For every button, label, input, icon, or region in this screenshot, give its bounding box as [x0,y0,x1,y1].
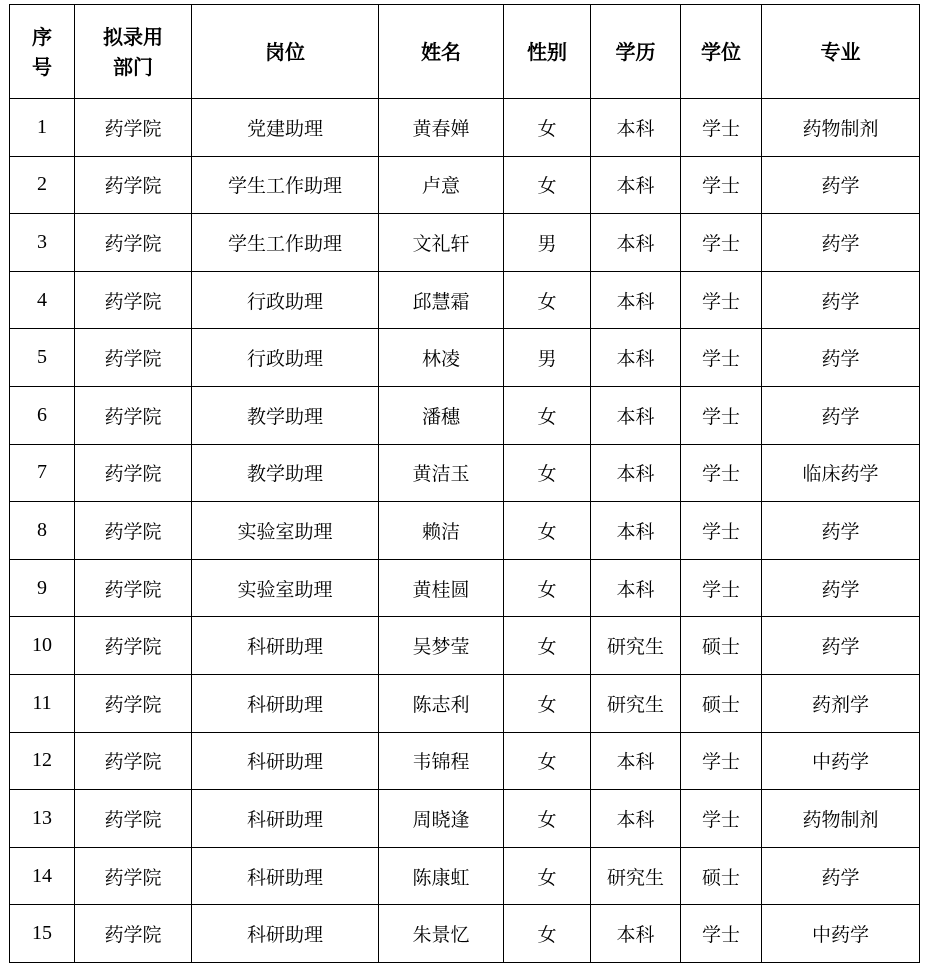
cell-degree: 硕士 [681,674,762,732]
cell-department: 药学院 [75,674,192,732]
cell-department: 药学院 [75,502,192,560]
cell-major: 药剂学 [762,674,920,732]
cell-education: 本科 [591,732,681,790]
cell-degree: 学士 [681,214,762,272]
cell-position: 科研助理 [192,847,379,905]
cell-name: 潘穗 [379,386,504,444]
table-row [10,674,920,732]
header-seq: 序 号 [10,5,75,99]
table-row [10,99,920,157]
table-row [10,905,920,963]
cell-seq: 6 [10,386,75,444]
table-row [10,790,920,848]
cell-department: 药学院 [75,559,192,617]
cell-department: 药学院 [75,271,192,329]
cell-department: 药学院 [75,329,192,387]
cell-degree: 学士 [681,156,762,214]
header-degree: 学位 [681,5,762,99]
cell-major: 药学 [762,502,920,560]
header-major: 专业 [762,5,920,99]
cell-major: 药物制剂 [762,790,920,848]
cell-major: 药学 [762,559,920,617]
cell-name: 黄春婵 [379,99,504,157]
cell-degree: 硕士 [681,617,762,675]
cell-gender: 女 [504,386,591,444]
table-row [10,847,920,905]
cell-position: 科研助理 [192,674,379,732]
cell-education: 本科 [591,559,681,617]
cell-department: 药学院 [75,156,192,214]
cell-education: 本科 [591,156,681,214]
header-education: 学历 [591,5,681,99]
table-row [10,444,920,502]
cell-seq: 15 [10,905,75,963]
cell-position: 教学助理 [192,386,379,444]
cell-department: 药学院 [75,617,192,675]
cell-education: 研究生 [591,847,681,905]
table-row [10,156,920,214]
cell-department: 药学院 [75,444,192,502]
cell-gender: 女 [504,905,591,963]
cell-seq: 8 [10,502,75,560]
header-position: 岗位 [192,5,379,99]
cell-position: 科研助理 [192,732,379,790]
cell-education: 研究生 [591,617,681,675]
table-row [10,271,920,329]
cell-major: 药学 [762,214,920,272]
cell-seq: 13 [10,790,75,848]
cell-seq: 11 [10,674,75,732]
cell-gender: 女 [504,790,591,848]
cell-degree: 学士 [681,271,762,329]
cell-education: 本科 [591,386,681,444]
cell-major: 中药学 [762,905,920,963]
cell-seq: 10 [10,617,75,675]
cell-position: 学生工作助理 [192,156,379,214]
cell-name: 林凌 [379,329,504,387]
cell-gender: 女 [504,156,591,214]
cell-name: 朱景忆 [379,905,504,963]
cell-name: 周晓逢 [379,790,504,848]
cell-seq: 7 [10,444,75,502]
table-row [10,214,920,272]
cell-degree: 学士 [681,790,762,848]
cell-position: 科研助理 [192,905,379,963]
cell-degree: 学士 [681,444,762,502]
cell-name: 吴梦莹 [379,617,504,675]
cell-major: 药物制剂 [762,99,920,157]
table-row [10,617,920,675]
cell-department: 药学院 [75,847,192,905]
cell-gender: 女 [504,271,591,329]
cell-education: 本科 [591,502,681,560]
cell-position: 行政助理 [192,271,379,329]
cell-position: 科研助理 [192,790,379,848]
cell-seq: 12 [10,732,75,790]
table-body [10,99,920,963]
cell-department: 药学院 [75,905,192,963]
cell-education: 本科 [591,99,681,157]
cell-education: 本科 [591,214,681,272]
cell-name: 陈志利 [379,674,504,732]
cell-department: 药学院 [75,214,192,272]
cell-position: 教学助理 [192,444,379,502]
cell-gender: 女 [504,444,591,502]
cell-gender: 女 [504,99,591,157]
table-row [10,732,920,790]
cell-seq: 9 [10,559,75,617]
cell-degree: 学士 [681,329,762,387]
cell-degree: 学士 [681,99,762,157]
cell-education: 本科 [591,329,681,387]
cell-gender: 女 [504,674,591,732]
cell-position: 实验室助理 [192,559,379,617]
cell-seq: 3 [10,214,75,272]
cell-seq: 1 [10,99,75,157]
cell-degree: 学士 [681,502,762,560]
table-header-row [10,5,920,99]
cell-gender: 女 [504,559,591,617]
cell-gender: 女 [504,502,591,560]
header-gender: 性别 [504,5,591,99]
table-row [10,559,920,617]
table-row [10,386,920,444]
cell-seq: 5 [10,329,75,387]
cell-department: 药学院 [75,732,192,790]
cell-degree: 硕士 [681,847,762,905]
cell-education: 本科 [591,905,681,963]
cell-position: 实验室助理 [192,502,379,560]
cell-name: 黄桂圆 [379,559,504,617]
cell-major: 药学 [762,329,920,387]
cell-seq: 14 [10,847,75,905]
cell-name: 卢意 [379,156,504,214]
cell-major: 药学 [762,617,920,675]
cell-major: 药学 [762,386,920,444]
cell-department: 药学院 [75,99,192,157]
cell-name: 文礼轩 [379,214,504,272]
cell-major: 中药学 [762,732,920,790]
cell-seq: 4 [10,271,75,329]
cell-degree: 学士 [681,386,762,444]
cell-major: 药学 [762,271,920,329]
cell-education: 本科 [591,444,681,502]
cell-gender: 女 [504,617,591,675]
cell-degree: 学士 [681,732,762,790]
cell-major: 药学 [762,156,920,214]
cell-department: 药学院 [75,790,192,848]
table-row [10,329,920,387]
cell-degree: 学士 [681,559,762,617]
cell-gender: 男 [504,329,591,387]
cell-education: 本科 [591,790,681,848]
cell-department: 药学院 [75,386,192,444]
cell-gender: 男 [504,214,591,272]
cell-name: 赖洁 [379,502,504,560]
cell-degree: 学士 [681,905,762,963]
cell-major: 药学 [762,847,920,905]
header-name: 姓名 [379,5,504,99]
cell-gender: 女 [504,732,591,790]
cell-education: 研究生 [591,674,681,732]
cell-name: 陈康虹 [379,847,504,905]
cell-education: 本科 [591,271,681,329]
cell-major: 临床药学 [762,444,920,502]
cell-name: 黄洁玉 [379,444,504,502]
staff-table [9,4,920,963]
table-row [10,502,920,560]
cell-name: 韦锦程 [379,732,504,790]
cell-name: 邱慧霜 [379,271,504,329]
cell-position: 科研助理 [192,617,379,675]
cell-seq: 2 [10,156,75,214]
cell-position: 党建助理 [192,99,379,157]
cell-position: 学生工作助理 [192,214,379,272]
cell-position: 行政助理 [192,329,379,387]
header-department: 拟录用 部门 [75,5,192,99]
cell-gender: 女 [504,847,591,905]
